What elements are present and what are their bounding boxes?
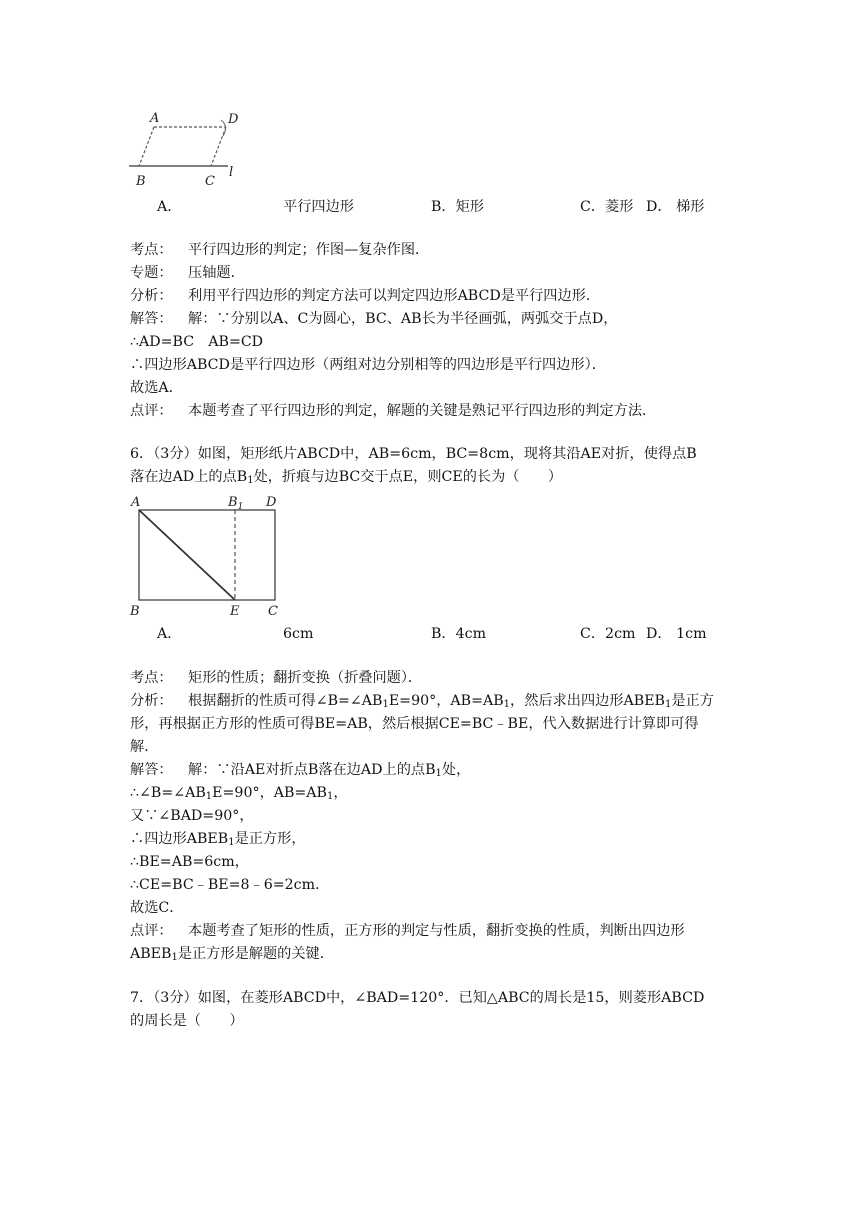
q6-stem-2: 落在边AD上的点$B_1$处，折痕与边BC交于点E，则CE的长为（ ）: [130, 469, 563, 486]
q6-jieda-2: $\therefore\angle B=\angle AB_1E=90^\circ$，$AB=AB_1$，: [130, 785, 348, 802]
q5-jieda-3: ∴四边形ABCD是平行四边形（两组对边分别相等的四边形是平行四边形）．: [130, 357, 606, 373]
q6-fenxi-3: 解．: [130, 739, 159, 755]
q6-jieda-3: 又∵∠BAD=90°，: [130, 808, 254, 824]
q5-jieda-4: 故选A．: [130, 380, 183, 396]
label-l: l: [229, 165, 234, 180]
label-b: B: [130, 604, 140, 619]
label-b: B: [136, 174, 146, 188]
q6-option-a-letter: A．: [157, 626, 182, 642]
label-e: E: [230, 604, 240, 619]
q5-option-c: C．菱形: [580, 199, 634, 215]
q6-dianping-2: $ABEB_1$是正方形是解题的关键．: [130, 946, 334, 963]
q5-jieda: 解答： 解：∵分别以A、C为圆心，BC、AB长为半径画弧，两弧交于点D，: [130, 311, 618, 327]
q5-dianping: 点评： 本题考查了平行四边形的判定，解题的关键是熟记平行四边形的判定方法．: [130, 403, 657, 419]
q5-fenxi: 分析： 利用平行四边形的判定方法可以判定四边形ABCD是平行四边形．: [130, 288, 601, 304]
q5-option-b: B．矩形: [431, 199, 484, 215]
segment-dc: [211, 127, 226, 166]
label-b1: $B_1$: [228, 495, 244, 512]
fold-line-ae: [139, 510, 235, 600]
q6-stem-1: 6．（3分）如图，矩形纸片ABCD中，AB=6cm，BC=8cm，现将其沿AE对折，使得点B: [130, 446, 697, 462]
q6-option-a-text: 6cm: [283, 626, 314, 642]
label-a: A: [131, 495, 141, 510]
q7-stem-2: 的周长是（ ）: [130, 1013, 244, 1029]
q5-option-a-letter: A．: [157, 199, 182, 215]
q6-jieda-7: 故选C．: [130, 900, 184, 916]
q5-jieda-2: ∴AD=BC AB=CD: [130, 334, 264, 350]
q7-stem-1: 7．（3分）如图，在菱形ABCD中，∠BAD=120°．已知△ABC的周长是15，则菱形ABCD: [130, 990, 705, 1006]
q5-option-a-text: 平行四边形: [283, 199, 354, 215]
q6-kaodian: 考点： 矩形的性质；翻折变换（折叠问题）．: [130, 670, 423, 686]
q6-jieda-4: ∴四边形$ABEB_1$是正方形，: [130, 831, 306, 848]
label-a: A: [150, 111, 160, 126]
q6-option-d: D． 1cm: [646, 626, 707, 642]
q5-parallelogram-figure: [125, 108, 245, 188]
q6-jieda-6: ∴CE=BC﹣BE=8﹣6=2cm．: [130, 877, 330, 893]
q6-dianping-1: 点评： 本题考查了矩形的性质，正方形的判定与性质，翻折变换的性质，判断出四边形: [130, 923, 685, 939]
q6-rectangle-figure: [125, 492, 290, 620]
q6-fenxi-2: 形，再根据正方形的性质可得BE=AB，然后根据CE=BC﹣BE，代入数据进行计算即可得: [130, 716, 699, 732]
label-c: C: [205, 174, 215, 188]
q5-option-d: D． 梯形: [646, 199, 705, 215]
q5-kaodian: 考点： 平行四边形的判定；作图—复杂作图．: [130, 242, 430, 258]
label-c: C: [268, 604, 278, 619]
q6-fenxi-1: 分析： 根据翻折的性质可得$\angle B=\angle AB_1E=90^\circ$，$AB=AB_1$，然后求出四边形$ABEB_1$是正方: [130, 693, 714, 710]
q6-option-b: B．4cm: [431, 626, 487, 642]
q5-zhuanti: 专题： 压轴题．: [130, 265, 245, 281]
label-d: D: [266, 495, 277, 510]
segment-ab: [139, 127, 154, 166]
q6-jieda-1: 解答： 解：∵沿AE对折点B落在边AD上的点$B_1$处，: [130, 762, 471, 779]
q6-jieda-5: ∴BE=AB=6cm，: [130, 854, 249, 870]
label-d: D: [228, 112, 239, 127]
rectangle-abcd: [139, 510, 275, 600]
q6-option-c: C．2cm: [580, 626, 636, 642]
